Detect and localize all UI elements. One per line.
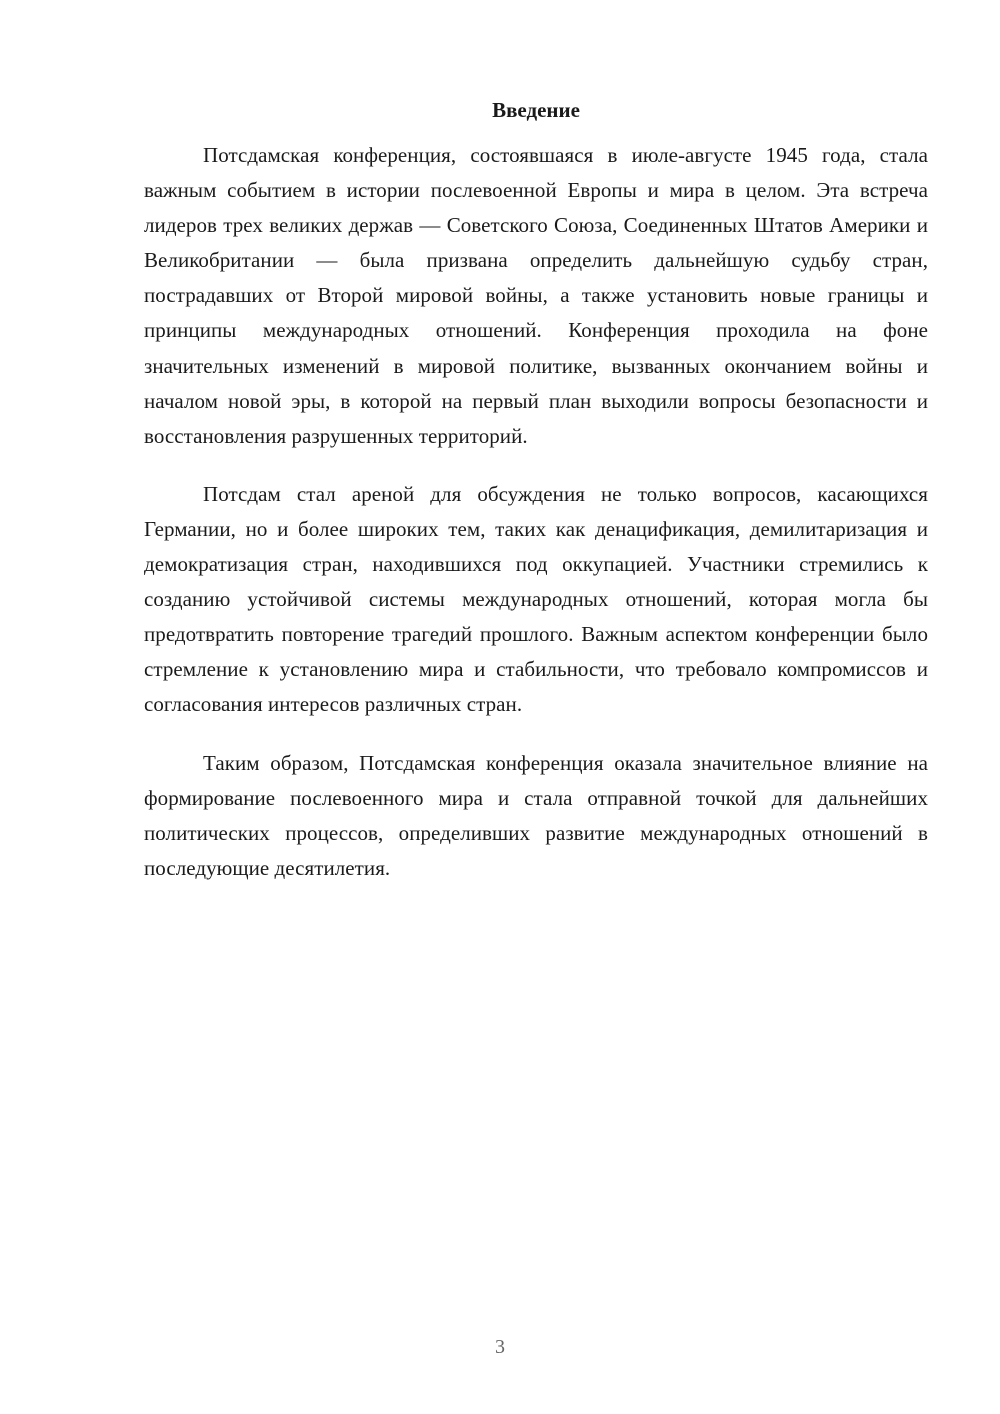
section-title: Введение bbox=[492, 98, 580, 122]
paragraph-1: Потсдамская конференция, состоявшаяся в июле-августе 1945 года, стала важным событием в истории послевоенной Европы и мира в целом. Эта встреча лидеров трех великих держав — Советского Союза, Соединенных Штатов Америки и Великобритании — была призвана определить дальнейшую судьбу стран, пострадавших от Второй мировой войны, а также установить новые границы и принципы международных отношений. Конференция проходила на фоне значительных изменений в мировой политике, вызванных окончанием войны и началом новой эры, в которой на первый план выходили вопросы безопасности и восстановления разрушенных территорий. bbox=[144, 143, 928, 448]
page-number: 3 bbox=[495, 1336, 505, 1358]
paragraph-2: Потсдам стал ареной для обсуждения не только вопросов, касающихся Германии, но и более широких тем, таких как денацификация, демилитаризация и демократизация стран, находившихся под оккупацией. Участники стремились к созданию устойчивой системы международных отношений, которая могла бы предотвратить повторение трагедий прошлого. Важным аспектом конференции было стремление к установлению мира и стабильности, что требовало компромиссов и согласования интересов различных стран. bbox=[144, 481, 928, 717]
paragraph-3: Таким образом, Потсдамская конференция оказала значительное влияние на формирование послевоенного мира и стала отправной точкой для дальнейших политических процессов, определивших развитие международных отношений в последующие десятилетия. bbox=[144, 750, 928, 880]
page-content bbox=[144, 93, 928, 909]
